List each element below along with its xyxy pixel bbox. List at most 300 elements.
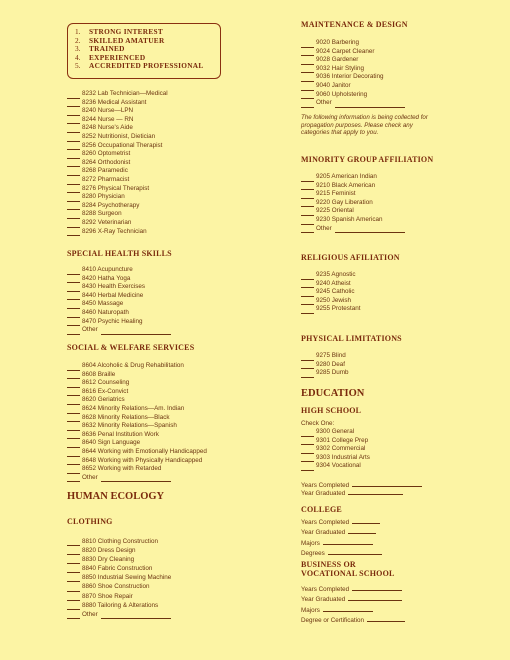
checklist-item <box>67 283 171 292</box>
checkbox-blank[interactable] <box>67 585 80 592</box>
checkbox-blank[interactable] <box>67 319 80 326</box>
checklist-item <box>67 292 171 301</box>
checklist-item <box>67 150 168 159</box>
form-field <box>301 584 405 594</box>
field-line[interactable] <box>323 605 373 612</box>
college-fields <box>301 517 382 559</box>
checkbox-blank[interactable] <box>301 175 314 182</box>
checkbox-blank[interactable] <box>67 186 80 193</box>
checkbox-blank[interactable] <box>301 281 314 288</box>
item-label: 8860 Shoe Construction <box>82 583 150 591</box>
checkbox-blank[interactable] <box>301 430 314 437</box>
checklist-item <box>67 90 168 99</box>
checklist-item <box>67 159 168 168</box>
checklist-item <box>67 99 168 108</box>
item-label: 8652 Working with Retarded <box>82 465 162 473</box>
form-field <box>301 548 382 558</box>
form-field <box>301 538 382 548</box>
checkbox-blank[interactable] <box>67 117 80 124</box>
checkbox-blank[interactable] <box>67 441 80 448</box>
maintenance-list <box>301 39 405 108</box>
checkbox-blank[interactable] <box>301 84 314 91</box>
checklist-item <box>67 546 171 555</box>
special-health-list <box>67 266 171 335</box>
checkbox-blank[interactable] <box>67 203 80 210</box>
other-label: Other <box>316 99 332 107</box>
item-label: 8276 Physical Therapist <box>82 184 150 192</box>
checkbox-blank[interactable] <box>67 100 80 107</box>
form-field <box>301 605 405 615</box>
checklist-item <box>67 142 168 151</box>
checklist-item <box>301 82 405 91</box>
item-label: 9235 Agnostic <box>316 271 356 278</box>
checkbox-blank[interactable] <box>301 273 314 280</box>
item-label: 9024 Carpet Cleaner <box>316 47 375 55</box>
item-label: 9060 Upholstering <box>316 90 368 98</box>
other-label: Other <box>82 326 98 334</box>
checkbox-blank[interactable] <box>67 450 80 457</box>
checklist-item <box>67 582 171 591</box>
checkbox-blank[interactable] <box>67 109 80 116</box>
checklist-item <box>67 219 168 228</box>
checklist-item <box>67 176 168 185</box>
business-fields <box>301 584 405 626</box>
field-label: Degrees <box>301 550 325 558</box>
item-label: 8440 Herbal Medicine <box>82 291 144 299</box>
item-label: 9300 General <box>316 428 355 435</box>
checklist-item <box>301 182 405 191</box>
clothing-title: CLOTHING <box>67 517 113 526</box>
field-line[interactable] <box>367 615 405 622</box>
checklist-item <box>301 271 360 280</box>
item-label: 9032 Hair Styling <box>316 64 364 72</box>
checkbox-blank[interactable] <box>67 548 80 555</box>
health-occupations-list <box>67 90 168 236</box>
item-label: 9255 Protestant <box>316 305 361 313</box>
item-label: 8256 Occupational Therapist <box>82 141 163 149</box>
form-field <box>301 517 382 527</box>
key-line <box>75 62 204 71</box>
key-number: 1. <box>75 27 81 36</box>
form-field <box>301 615 405 625</box>
item-label: 9245 Catholic <box>316 288 355 296</box>
checklist-item <box>67 414 207 423</box>
other-item <box>67 474 207 483</box>
checkbox-blank[interactable] <box>67 594 80 601</box>
checkbox-blank[interactable] <box>301 362 314 369</box>
checkbox-blank[interactable] <box>67 381 80 388</box>
checklist-item <box>67 266 171 275</box>
field-line[interactable] <box>352 517 380 524</box>
key-text: EXPERIENCED <box>89 52 146 62</box>
item-label: 9036 Interior Decorating <box>316 73 384 81</box>
field-line[interactable] <box>348 594 402 601</box>
checkbox-blank[interactable] <box>67 302 80 309</box>
checkbox-blank[interactable] <box>67 92 80 99</box>
item-label: 8252 Nutritionist, Dietician <box>82 132 156 140</box>
checklist-item <box>301 216 405 225</box>
item-label: 8612 Counseling <box>82 379 130 387</box>
checkbox-blank[interactable] <box>67 432 80 439</box>
checklist-item <box>67 210 168 219</box>
item-label: 8284 Psychotherapy <box>82 201 140 209</box>
religious-list <box>301 271 360 314</box>
checkbox-blank[interactable] <box>301 75 314 82</box>
checkbox-blank[interactable] <box>67 389 80 396</box>
checkbox-blank[interactable] <box>67 415 80 422</box>
checkbox-blank[interactable] <box>301 290 314 297</box>
form-field <box>301 527 382 537</box>
field-label: Majors <box>301 539 320 547</box>
checkbox-blank[interactable] <box>301 209 314 216</box>
checklist-item <box>301 39 405 48</box>
checklist-item <box>67 275 171 284</box>
other-item <box>301 99 405 108</box>
item-label: 8628 Minority Relations—Black <box>82 413 170 421</box>
item-label: 9230 Spanish American <box>316 215 383 223</box>
checkbox-blank[interactable] <box>67 407 80 414</box>
item-label: 9302 Commercial <box>316 445 366 453</box>
item-label: 9020 Barbering <box>316 39 360 46</box>
checklist-item <box>301 361 349 370</box>
item-label: 8810 Clothing Construction <box>82 538 158 545</box>
checkbox-blank[interactable] <box>67 285 80 292</box>
checkbox-blank[interactable] <box>67 467 80 474</box>
skill-level-key <box>67 23 221 79</box>
item-label: 9240 Atheist <box>316 279 351 287</box>
item-label: 8632 Minority Relations—Spanish <box>82 422 177 430</box>
checkbox-blank[interactable] <box>301 218 314 225</box>
clothing-list <box>67 537 171 619</box>
item-label: 9275 Blind <box>316 352 346 359</box>
checkbox-blank[interactable] <box>301 41 314 48</box>
key-text: STRONG INTEREST <box>89 27 164 36</box>
key-text: TRAINED <box>89 44 125 54</box>
checkbox-blank[interactable] <box>67 152 80 159</box>
social-title: SOCIAL & WELFARE SERVICES <box>67 343 195 352</box>
item-label: 8880 Tailoring & Alterations <box>82 601 159 609</box>
checklist-item <box>67 133 168 142</box>
checkbox-blank[interactable] <box>67 424 80 431</box>
key-list <box>75 28 204 71</box>
checkbox-blank[interactable] <box>67 364 80 371</box>
high-school-title: HIGH SCHOOL <box>301 406 362 415</box>
checklist-item <box>67 405 207 414</box>
checklist-item <box>301 91 405 100</box>
checklist-item <box>67 439 207 448</box>
social-list <box>67 362 207 482</box>
item-label: 9285 Dumb <box>316 369 349 377</box>
checklist-item <box>301 199 405 208</box>
field-label: Year Graduated <box>301 596 346 604</box>
hs-years-completed-label: Years Completed <box>301 482 350 489</box>
checkbox-blank[interactable] <box>67 268 80 275</box>
checklist-item <box>67 185 168 194</box>
checklist-item <box>67 228 168 237</box>
field-label: Year Graduated <box>301 529 346 537</box>
checklist-item <box>67 379 207 388</box>
checkbox-blank[interactable] <box>301 192 314 199</box>
other-label: Other <box>82 610 98 618</box>
checkbox-blank[interactable] <box>301 438 314 445</box>
checkbox-blank[interactable] <box>301 66 314 73</box>
other-line-field[interactable] <box>335 226 405 233</box>
education-heading: EDUCATION <box>301 388 365 399</box>
special-health-title: SPECIAL HEALTH SKILLS <box>67 249 172 258</box>
checklist-item <box>67 309 171 318</box>
checkbox-blank[interactable] <box>67 603 80 610</box>
checkbox-blank[interactable] <box>67 212 80 219</box>
checklist-item <box>67 448 207 457</box>
checkbox-blank[interactable] <box>301 371 314 378</box>
item-label: 8236 Medical Assistant <box>82 98 147 106</box>
item-label: 8620 Geriatrics <box>82 396 125 404</box>
key-number: 2. <box>75 35 81 45</box>
checklist-item <box>67 116 168 125</box>
checkbox-blank[interactable] <box>67 135 80 142</box>
checklist-item <box>301 288 360 297</box>
key-number: 4. <box>75 52 81 62</box>
item-label: 9280 Deaf <box>316 360 346 368</box>
checkbox-blank[interactable] <box>301 101 314 108</box>
item-label: 8870 Shoe Repair <box>82 592 133 600</box>
item-label: 8608 Braille <box>82 370 116 378</box>
item-label: 9303 Industrial Arts <box>316 453 370 461</box>
item-label: 9205 American Indian <box>316 173 377 180</box>
checkbox-blank[interactable] <box>301 200 314 207</box>
checklist-item <box>301 280 360 289</box>
field-label: Years Completed <box>301 519 350 526</box>
checklist-item <box>67 167 168 176</box>
checkbox-blank[interactable] <box>67 293 80 300</box>
item-label: 9028 Gardener <box>316 56 359 64</box>
checklist-item <box>301 369 349 378</box>
physical-list <box>301 352 349 378</box>
hs-year-graduated <box>301 488 403 498</box>
field-label: Degree or Certification <box>301 617 364 625</box>
field-line[interactable] <box>323 538 373 545</box>
college-title: COLLEGE <box>301 505 342 514</box>
checklist-item <box>301 190 405 199</box>
checklist-item <box>67 362 207 371</box>
checkbox-blank[interactable] <box>67 539 80 546</box>
checklist-item <box>67 564 171 573</box>
checkbox-blank[interactable] <box>67 566 80 573</box>
checkbox-blank[interactable] <box>67 475 80 482</box>
checklist-item <box>67 202 168 211</box>
field-label: Majors <box>301 606 320 614</box>
item-label: 8840 Fabric Construction <box>82 565 153 573</box>
checklist-item <box>301 297 360 306</box>
checklist-item <box>301 73 405 82</box>
checklist-item <box>67 465 207 474</box>
other-item <box>67 610 171 619</box>
checklist-item <box>67 124 168 133</box>
field-line[interactable] <box>352 584 402 591</box>
maintenance-title: MAINTENANCE & DESIGN <box>301 20 408 29</box>
high-school-list <box>301 428 370 471</box>
checklist-item <box>301 173 405 182</box>
checkbox-blank[interactable] <box>301 464 314 471</box>
propagation-note: The following information is being collected for propagation purposes. Please check any categories that apply to you. <box>301 114 428 137</box>
checklist-item <box>67 601 171 610</box>
item-label: 8450 Massage <box>82 300 124 308</box>
item-label: 9225 Oriental <box>316 207 354 215</box>
checklist-item <box>301 462 370 471</box>
item-label: 8648 Working with Physically Handicapped <box>82 456 203 464</box>
checklist-item <box>301 207 405 216</box>
field-line[interactable] <box>348 527 376 534</box>
item-label: 8264 Orthodonist <box>82 158 131 166</box>
item-label: 9210 Black American <box>316 181 376 189</box>
item-label: 8850 Industrial Sewing Machine <box>82 574 172 582</box>
item-label: 9304 Vocational <box>316 462 361 470</box>
business-title-2: VOCATIONAL SCHOOL <box>301 569 395 578</box>
checkbox-blank[interactable] <box>301 49 314 56</box>
key-number: 3. <box>75 44 81 54</box>
checkbox-blank[interactable] <box>301 455 314 462</box>
item-label: 8820 Dress Design <box>82 547 136 555</box>
checklist-item <box>67 592 171 601</box>
other-line-field[interactable] <box>101 612 171 619</box>
item-label: 8232 Lab Technician—Medical <box>82 90 168 97</box>
checklist-item <box>301 428 370 437</box>
other-label: Other <box>82 473 98 481</box>
checkbox-blank[interactable] <box>67 195 80 202</box>
item-label: 8248 Nurse's Aide <box>82 124 133 132</box>
checklist-item <box>301 48 405 57</box>
checkbox-blank[interactable] <box>67 178 80 185</box>
checklist-item <box>301 445 370 454</box>
other-line-field[interactable] <box>101 475 171 482</box>
checkbox-blank[interactable] <box>301 354 314 361</box>
item-label: 8624 Minority Relations—Am. Indian <box>82 404 185 412</box>
item-label: 8272 Pharmacist <box>82 175 130 183</box>
item-label: 8240 Nurse—LPN <box>82 107 134 115</box>
checklist-item <box>67 573 171 582</box>
key-text: ACCREDITED PROFESSIONAL <box>89 61 204 71</box>
other-item <box>67 326 171 335</box>
physical-title: PHYSICAL LIMITATIONS <box>301 334 402 343</box>
item-label: 9250 Jewish <box>316 296 352 304</box>
checkbox-blank[interactable] <box>67 398 80 405</box>
item-label: 8420 Hatha Yoga <box>82 274 131 282</box>
item-label: 9215 Feminist <box>316 190 356 198</box>
checklist-item <box>67 396 207 405</box>
checkbox-blank[interactable] <box>301 58 314 65</box>
checkbox-blank[interactable] <box>67 328 80 335</box>
checklist-item <box>301 352 349 361</box>
checkbox-blank[interactable] <box>301 92 314 99</box>
checkbox-blank[interactable] <box>67 276 80 283</box>
minority-title: MINORITY GROUP AFFILIATION <box>301 155 434 164</box>
checklist-item <box>67 318 171 327</box>
check-one-label: Check One: <box>301 420 335 427</box>
item-label: 8460 Naturopath <box>82 308 129 316</box>
checkbox-blank[interactable] <box>301 307 314 314</box>
checkbox-blank[interactable] <box>67 311 80 318</box>
checklist-item <box>67 457 207 466</box>
other-line-field[interactable] <box>335 101 405 108</box>
item-label: 8616 Ex-Convict <box>82 387 129 395</box>
minority-list <box>301 173 405 233</box>
item-label: 8296 X-Ray Technician <box>82 227 147 235</box>
checkbox-blank[interactable] <box>67 458 80 465</box>
checkbox-blank[interactable] <box>67 372 80 379</box>
business-title-1: BUSINESS OR <box>301 560 356 569</box>
checklist-item <box>67 371 207 380</box>
item-label: 8644 Working with Emotionally Handicapped <box>82 447 207 455</box>
item-label: 9040 Janitor <box>316 81 351 89</box>
item-label: 8470 Psychic Healing <box>82 317 143 325</box>
checkbox-blank[interactable] <box>67 126 80 133</box>
item-label: 8430 Health Exercises <box>82 283 146 291</box>
hs-year-graduated-label: Year Graduated <box>301 490 346 497</box>
checkbox-blank[interactable] <box>67 143 80 150</box>
item-label: 9301 College Prep <box>316 436 369 444</box>
human-ecology-heading: HUMAN ECOLOGY <box>67 491 165 502</box>
form-field <box>301 594 405 604</box>
checkbox-blank[interactable] <box>67 557 80 564</box>
other-item <box>301 225 405 234</box>
item-label: 8410 Acupuncture <box>82 266 133 273</box>
checkbox-blank[interactable] <box>67 169 80 176</box>
checklist-item <box>301 305 360 314</box>
checkbox-blank[interactable] <box>301 183 314 190</box>
item-label: 9220 Gay Liberation <box>316 198 373 206</box>
checkbox-blank[interactable] <box>67 229 80 236</box>
field-line[interactable] <box>328 548 382 555</box>
key-number: 5. <box>75 61 81 71</box>
key-text: SKILLED AMATUER <box>89 35 165 45</box>
checklist-item <box>67 555 171 564</box>
item-label: 8604 Alcoholic & Drug Rehabilitation <box>82 362 184 369</box>
checklist-item <box>67 431 207 440</box>
checklist-item <box>301 65 405 74</box>
item-label: 8244 Nurse — RN <box>82 115 134 123</box>
religious-title: RELIGIOUS AFILIATION <box>301 253 400 262</box>
checklist-item <box>301 56 405 65</box>
hs-years-completed-field[interactable] <box>352 480 422 487</box>
checklist-item <box>67 300 171 309</box>
item-label: 8636 Penal Institution Work <box>82 430 159 438</box>
item-label: 8280 Physician <box>82 193 125 201</box>
checkbox-blank[interactable] <box>67 221 80 228</box>
checklist-item <box>301 454 370 463</box>
other-line-field[interactable] <box>101 328 171 335</box>
item-label: 8288 Surgeon <box>82 210 122 218</box>
item-label: 8640 Sign Language <box>82 439 141 447</box>
item-label: 8260 Optometrist <box>82 150 131 158</box>
item-label: 8292 Veterinarian <box>82 218 132 226</box>
checklist-item <box>67 537 171 546</box>
checkbox-blank[interactable] <box>301 226 314 233</box>
checkbox-blank[interactable] <box>301 447 314 454</box>
checkbox-blank[interactable] <box>67 160 80 167</box>
checkbox-blank[interactable] <box>67 575 80 582</box>
checklist-item <box>67 107 168 116</box>
checklist-item <box>67 422 207 431</box>
checklist-item <box>67 193 168 202</box>
checklist-item <box>301 437 370 446</box>
checklist-item <box>67 388 207 397</box>
field-label: Years Completed <box>301 586 350 593</box>
other-label: Other <box>316 224 332 232</box>
hs-year-graduated-field[interactable] <box>348 488 403 495</box>
checkbox-blank[interactable] <box>301 298 314 305</box>
checkbox-blank[interactable] <box>67 612 80 619</box>
item-label: 8830 Dry Cleaning <box>82 556 135 564</box>
